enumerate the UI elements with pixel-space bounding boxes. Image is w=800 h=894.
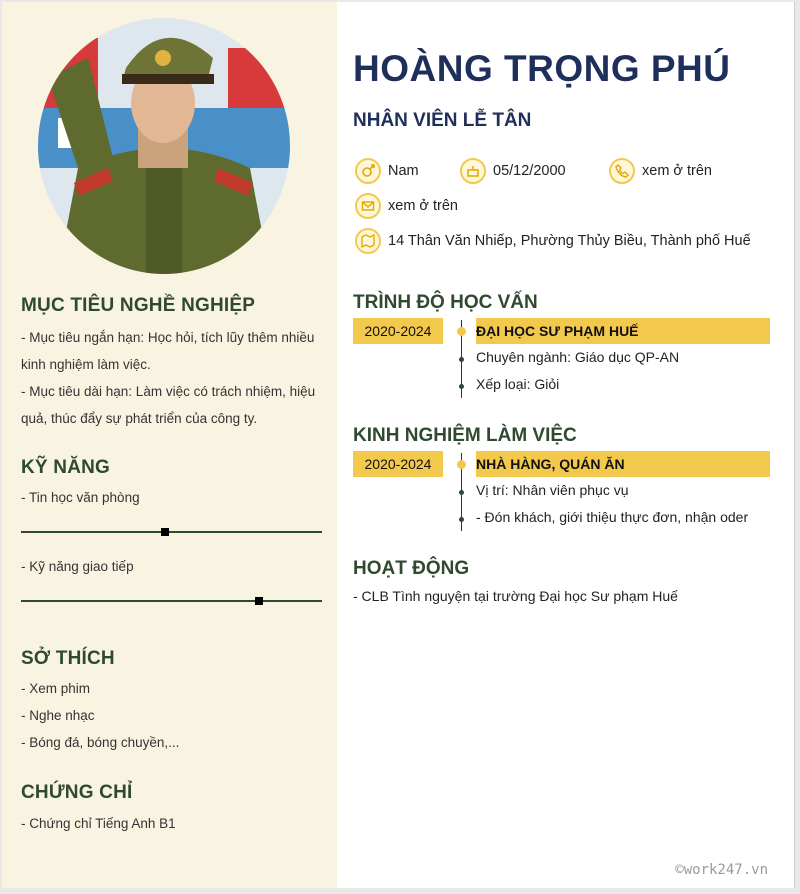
hobby-item: - Xem phim	[21, 681, 91, 696]
activity-item: - CLB Tình nguyện tại trường Đại học Sư phạm Huế	[353, 588, 678, 604]
watermark: ©work247.vn	[675, 862, 768, 878]
birthday-cake-icon	[460, 158, 486, 184]
skill-label: - Kỹ năng giao tiếp	[21, 559, 134, 574]
address-value: 14 Thân Văn Nhiếp, Phường Thủy Biều, Thành phố Huế	[388, 233, 751, 249]
hobby-item: - Bóng đá, bóng chuyền,...	[21, 735, 180, 750]
hobbies-list	[21, 675, 331, 756]
objective-line: kinh nghiệm làm việc.	[21, 357, 151, 372]
phone-info	[609, 158, 712, 184]
experience-detail: - Đón khách, giới thiệu thực đơn, nhận oder	[476, 509, 749, 525]
objective-text	[21, 324, 331, 432]
experience-company	[476, 451, 770, 477]
objective-line: quả, thúc đẩy sự phát triển của công ty.	[21, 411, 258, 426]
timeline-bullet	[459, 384, 464, 389]
education-title: TRÌNH ĐỘ HỌC VẤN	[353, 292, 538, 313]
activities-title: HOẠT ĐỘNG	[353, 558, 470, 579]
timeline-bullet	[459, 357, 464, 362]
objective-line: - Mục tiêu ngắn hạn: Học hỏi, tích lũy thêm nhiều	[21, 330, 315, 345]
gender-info	[355, 158, 419, 184]
skill-label: - Tin học văn phòng	[21, 490, 140, 505]
skill-level-marker	[161, 528, 169, 536]
timeline-bullet	[459, 517, 464, 522]
phone-icon	[609, 158, 635, 184]
address-info	[355, 228, 751, 254]
education-detail: Xếp loại: Giỏi	[476, 376, 560, 392]
skill-level-bar	[21, 531, 322, 533]
experience-title: KINH NGHIỆM LÀM VIỆC	[353, 425, 577, 446]
experience-year: 2020-2024	[353, 451, 443, 477]
objective-title: MỤC TIÊU NGHỀ NGHIỆP	[21, 295, 256, 316]
experience-detail: Vị trí: Nhân viên phục vụ	[476, 482, 629, 498]
education-school	[476, 318, 770, 344]
hobby-item: - Nghe nhạc	[21, 708, 95, 723]
experience-company-label: NHÀ HÀNG, QUÁN ĂN	[476, 456, 625, 472]
certificates-title: CHỨNG CHỈ	[21, 782, 133, 803]
email-info	[355, 193, 458, 219]
objective-line: - Mục tiêu dài hạn: Làm việc có trách nhiệm, hiệu	[21, 384, 316, 399]
birthday-value: 05/12/2000	[493, 163, 566, 179]
hobbies-title: SỞ THÍCH	[21, 648, 115, 669]
email-value: xem ở trên	[388, 198, 458, 214]
email-icon	[355, 193, 381, 219]
timeline-dot	[457, 460, 466, 469]
education-school-label: ĐẠI HỌC SƯ PHẠM HUẾ	[476, 323, 639, 339]
timeline-dot	[457, 327, 466, 336]
birthday-info	[460, 158, 566, 184]
skill-level-bar	[21, 600, 322, 602]
phone-value: xem ở trên	[642, 163, 712, 179]
gender-value: Nam	[388, 163, 419, 179]
sidebar	[2, 2, 337, 888]
avatar	[38, 18, 290, 274]
candidate-name: HOÀNG TRỌNG PHÚ	[353, 48, 731, 89]
certificate-item: - Chứng chỉ Tiếng Anh B1	[21, 816, 176, 831]
candidate-role: NHÂN VIÊN LỄ TÂN	[353, 110, 532, 131]
map-icon	[355, 228, 381, 254]
skill-level-marker	[255, 597, 263, 605]
skills-title: KỸ NĂNG	[21, 457, 111, 478]
timeline-bullet	[459, 490, 464, 495]
cv-page	[2, 2, 795, 888]
education-detail: Chuyên ngành: Giáo dục QP-AN	[476, 349, 680, 365]
education-year: 2020-2024	[353, 318, 443, 344]
gender-icon	[355, 158, 381, 184]
